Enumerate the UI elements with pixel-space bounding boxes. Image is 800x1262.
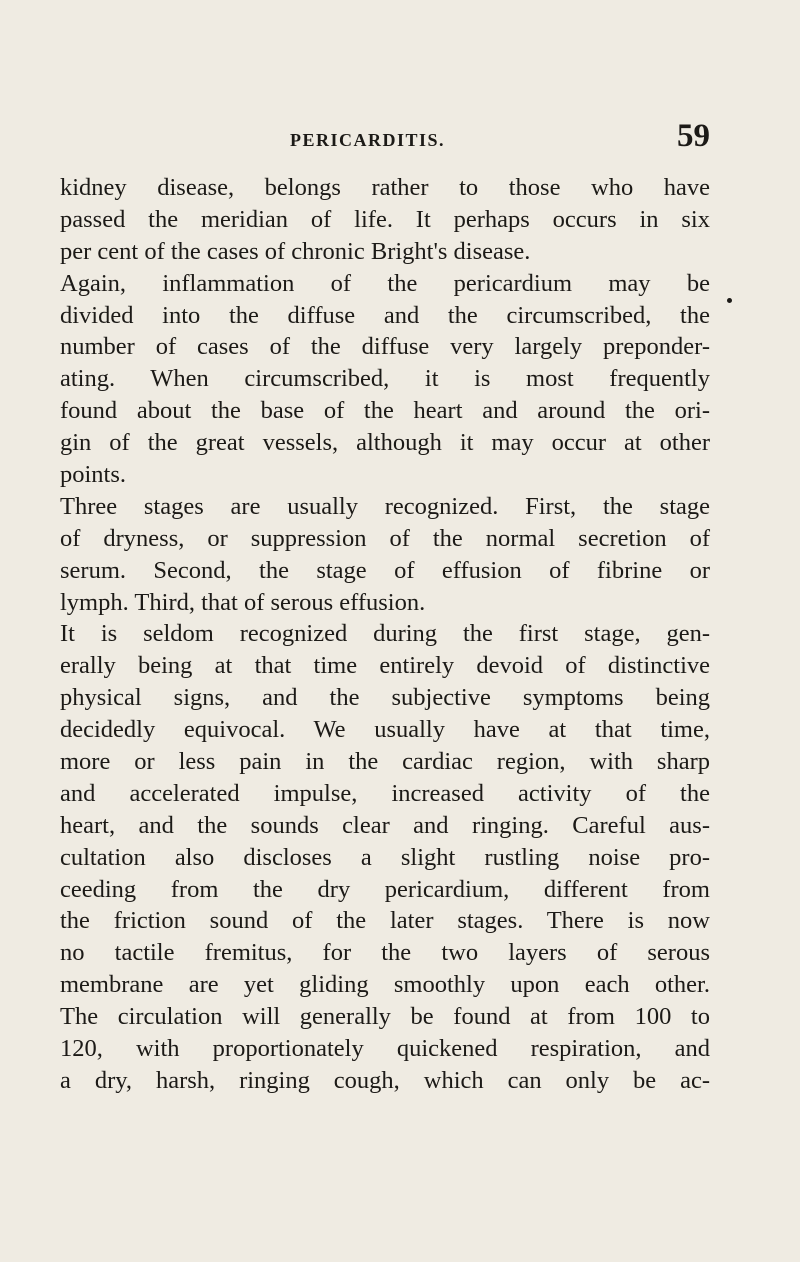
- text-line: erally being at that time entirely devoid of distinctive: [60, 652, 710, 680]
- running-head: [60, 118, 710, 158]
- text-line: and accelerated impulse, increased activity of the: [60, 779, 710, 807]
- text-line: kidney disease, belongs rather to those who have: [60, 174, 710, 201]
- text-line: heart, and the sounds clear and ringing. Careful aus-: [60, 811, 710, 839]
- text-line: decidedly equivocal. We usually have at that time,: [60, 716, 710, 744]
- text-line: 120, with proportionately quickened respiration, and: [60, 1035, 710, 1063]
- text-line: more or less pain in the cardiac region, with sharp: [60, 748, 710, 776]
- text-line: no tactile fremitus, for the two layers of serous: [60, 939, 710, 967]
- text-line: cultation also discloses a slight rustling noise pro-: [60, 843, 710, 871]
- body-text: [60, 172, 710, 1097]
- text-line: Again, inflammation of the pericardium may be: [60, 269, 710, 297]
- text-line: passed the meridian of life. It perhaps occurs in six: [60, 205, 710, 233]
- text-line: of dryness, or suppression of the normal secretion of: [60, 524, 710, 552]
- text-line: physical signs, and the subjective symptoms being: [60, 684, 710, 712]
- text-line: ceeding from the dry pericardium, different from: [60, 875, 710, 903]
- text-line: number of cases of the diffuse very largely preponder-: [60, 333, 710, 361]
- text-line: divided into the diffuse and the circumscribed, the: [60, 301, 710, 329]
- text-line: Three stages are usually recognized. First, the stage: [60, 492, 710, 520]
- text-line: membrane are yet gliding smoothly upon each other.: [60, 971, 710, 999]
- text-line: It is seldom recognized during the first stage, gen-: [60, 620, 710, 648]
- ink-speck: [727, 298, 732, 303]
- text-line: lymph. Third, that of serous effusion.: [60, 588, 426, 616]
- text-line: found about the base of the heart and around the ori-: [60, 397, 710, 425]
- text-line: points.: [60, 461, 127, 489]
- text-line: ating. When circumscribed, it is most frequently: [60, 365, 710, 393]
- text-line: per cent of the cases of chronic Bright's disease.: [60, 237, 531, 265]
- text-line: gin of the great vessels, although it may occur at other: [60, 429, 710, 457]
- text-line: serum. Second, the stage of effusion of fibrine or: [60, 556, 710, 584]
- text-line: the friction sound of the later stages. There is now: [60, 907, 710, 935]
- page-number: 59: [677, 118, 710, 154]
- running-title: PERICARDITIS.: [290, 130, 446, 150]
- text-line: a dry, harsh, ringing cough, which can only be ac-: [60, 1066, 710, 1094]
- text-line: The circulation will generally be found at from 100 to: [60, 1003, 710, 1031]
